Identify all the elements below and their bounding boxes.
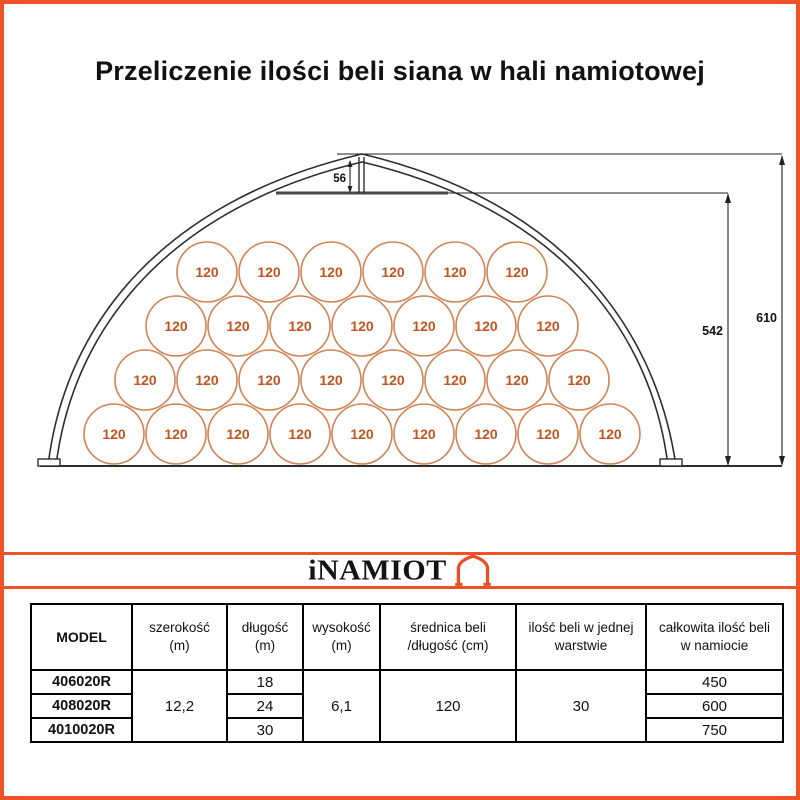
col-header-model: MODEL: [31, 604, 132, 670]
hay-bale-label: 120: [443, 372, 467, 388]
tent-foot-right: [660, 459, 682, 466]
arrowhead: [779, 155, 785, 165]
cell-dlugosc: 24: [227, 694, 303, 718]
cell-srednica: 120: [380, 670, 516, 742]
hay-bale-label: 120: [505, 372, 529, 388]
arrowhead: [779, 456, 785, 466]
col-header-szerokosc: szerokość (m): [132, 604, 227, 670]
tent-arch-icon: [454, 555, 492, 586]
tent-foot-left: [38, 459, 60, 466]
cell-szerokosc: 12,2: [132, 670, 227, 742]
cell-calkowita: 600: [646, 694, 783, 718]
hay-bale-label: 120: [350, 318, 374, 334]
col-header-ilosc-warstwa: ilość beli w jednej warstwie: [516, 604, 646, 670]
hay-bale-label: 120: [226, 426, 250, 442]
cell-model: 4010020R: [31, 718, 132, 742]
spec-table: [30, 603, 784, 743]
hay-bale-label: 120: [443, 264, 467, 280]
hay-bale-label: 120: [133, 372, 157, 388]
hay-bale-label: 120: [102, 426, 126, 442]
hay-bale-label: 120: [474, 426, 498, 442]
cell-dlugosc: 30: [227, 718, 303, 742]
col-header-wysokosc: wysokość (m): [303, 604, 380, 670]
hay-bale-label: 120: [412, 426, 436, 442]
col-header-dlugosc: długość (m): [227, 604, 303, 670]
divider-line: [4, 586, 796, 589]
hay-bales-group: [84, 242, 640, 464]
hay-bale-label: 120: [164, 318, 188, 334]
tent-diagram: [4, 4, 796, 549]
hay-bale-label: 120: [350, 426, 374, 442]
cell-dlugosc: 18: [227, 670, 303, 694]
hay-bale-label: 120: [412, 318, 436, 334]
arrowhead: [725, 456, 731, 466]
hay-bale-label: 120: [474, 318, 498, 334]
hay-bale-label: 120: [288, 318, 312, 334]
hay-bale-label: 120: [381, 264, 405, 280]
hay-bale-label: 120: [257, 264, 281, 280]
hay-bale-label: 120: [567, 372, 591, 388]
logo-text: iNAMIOT: [308, 554, 447, 586]
arrowhead: [348, 160, 353, 167]
col-header-srednica: średnica beli /długość (cm): [380, 604, 516, 670]
hay-bale-label: 120: [257, 372, 281, 388]
dim-label-542: 542: [702, 324, 723, 338]
cell-model: 406020R: [31, 670, 132, 694]
cell-model: 408020R: [31, 694, 132, 718]
page-title: Przeliczenie ilości beli siana w hali namiotowej: [95, 56, 705, 86]
hay-bale-label: 120: [164, 426, 188, 442]
hay-bale-label: 120: [505, 264, 529, 280]
cell-calkowita: 450: [646, 670, 783, 694]
cell-ilosc-warstwa: 30: [516, 670, 646, 742]
hay-bale-label: 120: [226, 318, 250, 334]
hay-bale-label: 120: [319, 372, 343, 388]
dim-label-56: 56: [333, 173, 346, 185]
hay-bale-label: 120: [536, 426, 560, 442]
arrowhead: [725, 193, 731, 203]
hay-bale-label: 120: [598, 426, 622, 442]
table-row: [31, 670, 783, 694]
hay-bale-label: 120: [319, 264, 343, 280]
table-header-row: [31, 604, 783, 670]
hay-bale-label: 120: [288, 426, 312, 442]
hay-bale-label: 120: [381, 372, 405, 388]
hay-bale-label: 120: [536, 318, 560, 334]
hay-bale-label: 120: [195, 264, 219, 280]
logo: [4, 555, 796, 586]
cell-calkowita: 750: [646, 718, 783, 742]
dim-label-610: 610: [756, 311, 777, 325]
hay-bale-label: 120: [195, 372, 219, 388]
cell-wysokosc: 6,1: [303, 670, 380, 742]
col-header-calkowita: całkowita ilość beli w namiocie: [646, 604, 783, 670]
